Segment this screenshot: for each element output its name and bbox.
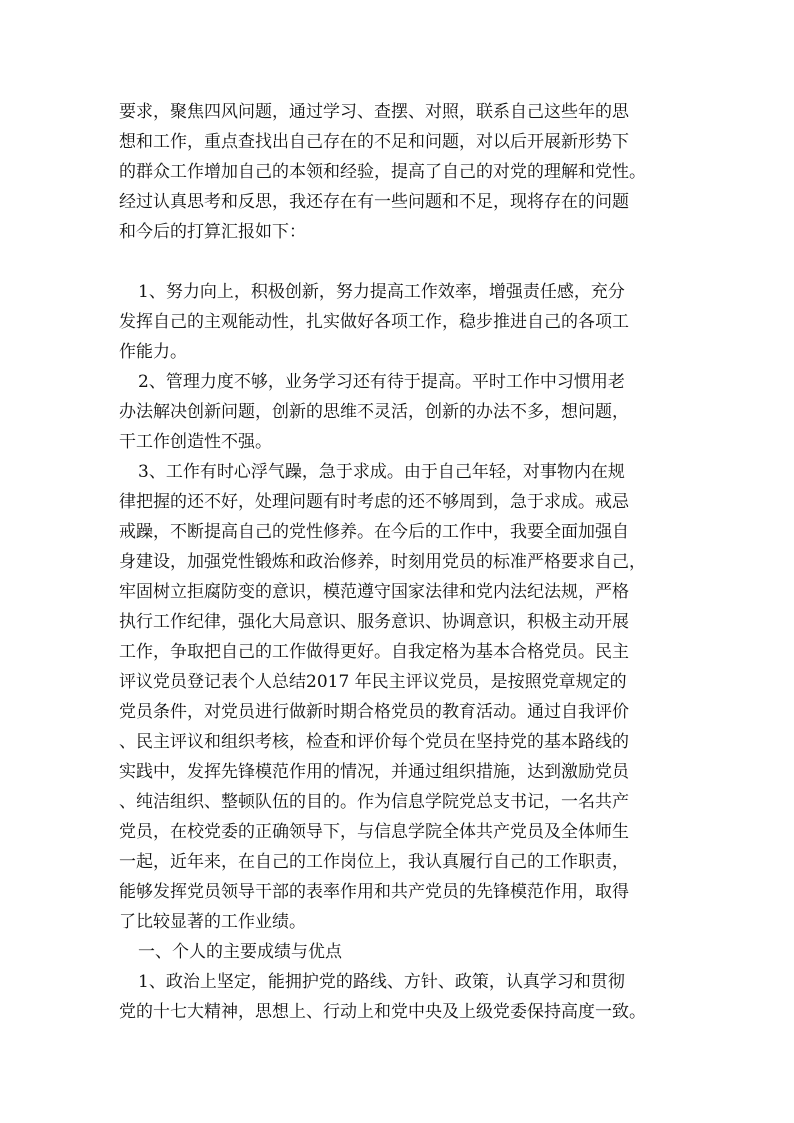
text-line: 身建设，加强党性锻炼和政治修养，时刻用党员的标准严格要求自己， [119, 552, 646, 572]
text-line: 作能力。 [119, 342, 187, 362]
text-line: 实践中，发挥先锋模范作用的情况，并通过组织措施，达到激励党员 [119, 762, 629, 782]
text-line: 1、努力向上，积极创新，努力提高工作效率，增强责任感，充分 [138, 282, 625, 302]
document-body [119, 97, 699, 1027]
text-line: 1、政治上坚定，能拥护党的路线、方针、政策，认真学习和贯彻 [138, 972, 625, 992]
text-line: 党的十七大精神，思想上、行动上和党中央及上级党委保持高度一致。 [119, 1002, 646, 1022]
text-line: 执行工作纪律，强化大局意识、服务意识、协调意识，积极主动开展 [119, 612, 629, 632]
text-line: 党员条件，对党员进行做新时期合格党员的教育活动。通过自我评价 [119, 702, 629, 722]
text-line: 发挥自己的主观能动性，扎实做好各项工作，稳步推进自己的各项工 [119, 312, 629, 332]
text-line: 党员，在校党委的正确领导下，与信息学院全体共产党员及全体师生 [119, 822, 629, 842]
text-line: 、民主评议和组织考核，检查和评价每个党员在坚持党的基本路线的 [119, 732, 629, 752]
text-line: 一起，近年来，在自己的工作岗位上，我认真履行自己的工作职责， [119, 852, 629, 872]
text-line: 了比较显著的工作业绩。 [119, 912, 306, 932]
blank-line [119, 247, 699, 277]
text-line: 2、管理力度不够，业务学习还有待于提高。平时工作中习惯用老 [138, 372, 625, 392]
text-line: 能够发挥党员领导干部的表率作用和共产党员的先锋模范作用，取得 [119, 882, 629, 902]
text-line: 律把握的还不好，处理问题有时考虑的还不够周到，急于求成。戒忌 [119, 492, 629, 512]
text-line: 想和工作，重点查找出自己存在的不足和问题，对以后开展新形势下 [119, 132, 629, 152]
text-line: 一、个人的主要成绩与优点 [138, 942, 342, 962]
text-line: 经过认真思考和反思，我还存在有一些问题和不足，现将存在的问题 [119, 192, 629, 212]
text-line: 牢固树立拒腐防变的意识，模范遵守国家法律和党内法纪法规，严格 [119, 582, 629, 602]
text-line: 和今后的打算汇报如下： [119, 222, 306, 242]
text-line: 戒躁，不断提高自己的党性修养。在今后的工作中，我要全面加强自 [119, 522, 629, 542]
text-line: 工作，争取把自己的工作做得更好。自我定格为基本合格党员。民主 [119, 642, 629, 662]
text-line: 干工作创造性不强。 [119, 432, 272, 452]
text-line: 办法解决创新问题，创新的思维不灵活，创新的办法不多，想问题， [119, 402, 629, 422]
text-line: 的群众工作增加自己的本领和经验，提高了自己的对党的理解和党性。 [119, 162, 646, 182]
text-line: 要求，聚焦四风问题，通过学习、查摆、对照，联系自己这些年的思 [119, 102, 629, 122]
text-line: 、纯洁组织、整顿队伍的目的。作为信息学院党总支书记，一名共产 [119, 792, 629, 812]
text-line: 3、工作有时心浮气躁，急于求成。由于自己年轻，对事物内在规 [138, 462, 625, 482]
text-line: 评议党员登记表个人总结2017 年民主评议党员，是按照党章规定的 [119, 672, 627, 692]
